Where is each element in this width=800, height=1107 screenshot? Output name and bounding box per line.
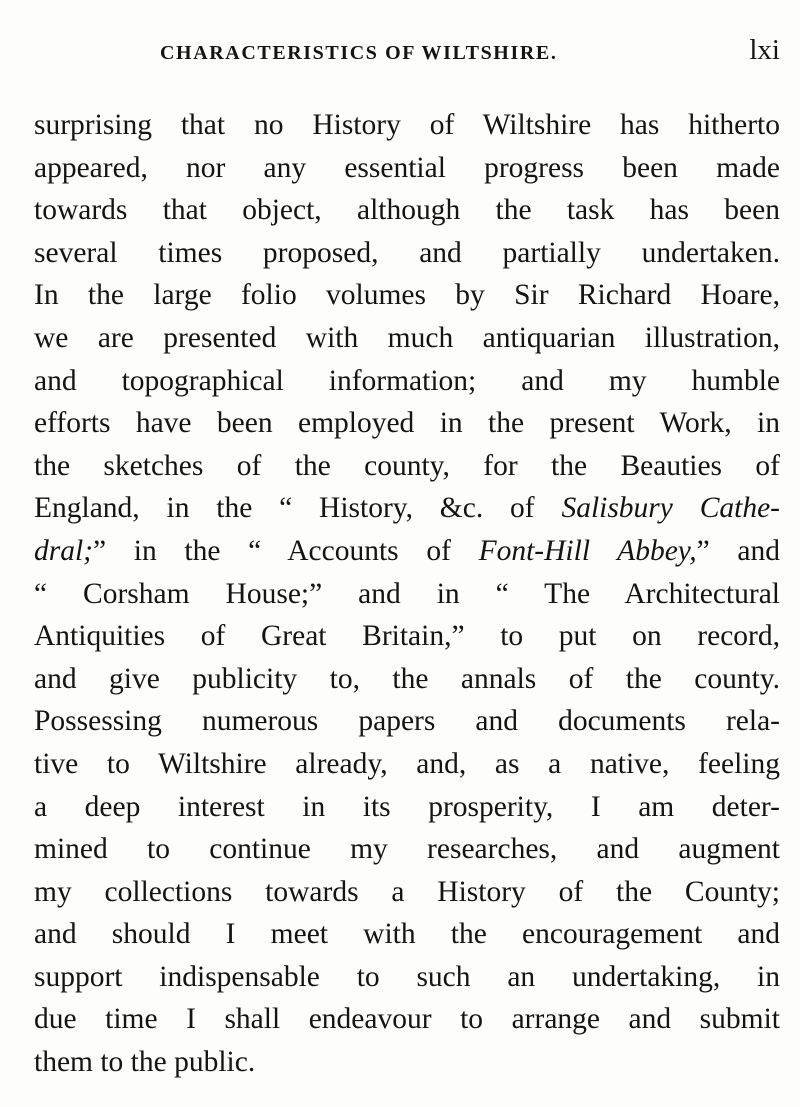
- text-line: efforts have been employed in the present Work, in: [34, 407, 780, 440]
- text-line: and give publicity to, the annals of the county.: [34, 662, 780, 695]
- text-line: the sketches of the county, for the Beauties of: [34, 449, 780, 482]
- text-line: my collections towards a History of the County;: [34, 875, 780, 908]
- text-line: “ Corsham House;” and in “ The Architectural: [34, 577, 780, 610]
- page-number: lxi: [749, 34, 780, 66]
- text-line: [34, 487, 780, 530]
- text-line: and topographical information; and my humble: [34, 364, 780, 397]
- text-segment: ” and: [696, 534, 780, 567]
- text-line: and should I meet with the encouragement and: [34, 918, 780, 951]
- italic-title-salisbury: Salisbury Cathe-: [561, 492, 780, 525]
- text-line: In the large folio volumes by Sir Richard Hoare,: [34, 279, 780, 312]
- italic-title-font-hill: Font-Hill Abbey,: [478, 534, 697, 567]
- text-line: we are presented with much antiquarian illustration,: [34, 321, 780, 354]
- text-line: tive to Wiltshire already, and, as a native, feeling: [34, 747, 780, 780]
- text-line: several times proposed, and partially undertaken.: [34, 236, 780, 269]
- page-header: [34, 36, 780, 76]
- text-line: mined to continue my researches, and augment: [34, 833, 780, 866]
- running-title: CHARACTERISTICS OF WILTSHIRE.: [160, 42, 558, 64]
- text-segment: England, in the “ History, &c. of: [34, 492, 562, 525]
- text-line: Possessing numerous papers and documents rela-: [34, 705, 780, 738]
- text-line: surprising that no History of Wiltshire has hitherto: [34, 109, 780, 141]
- text-line: Antiquities of Great Britain,” to put on record,: [34, 620, 780, 653]
- italic-title-continuation: dral;: [34, 534, 93, 567]
- text-line: due time I shall endeavour to arrange and submit: [34, 1003, 780, 1036]
- text-line: a deep interest in its prosperity, I am deter-: [34, 790, 780, 823]
- text-line: appeared, nor any essential progress been made: [34, 151, 780, 184]
- text-segment: ” in the “ Accounts of: [93, 534, 479, 567]
- text-line: support indispensable to such an undertaking, in: [34, 960, 780, 993]
- body-text: [34, 104, 780, 1084]
- text-line: them to the public.: [34, 1046, 256, 1079]
- text-line: towards that object, although the task has been: [34, 194, 780, 227]
- text-line: [34, 530, 780, 573]
